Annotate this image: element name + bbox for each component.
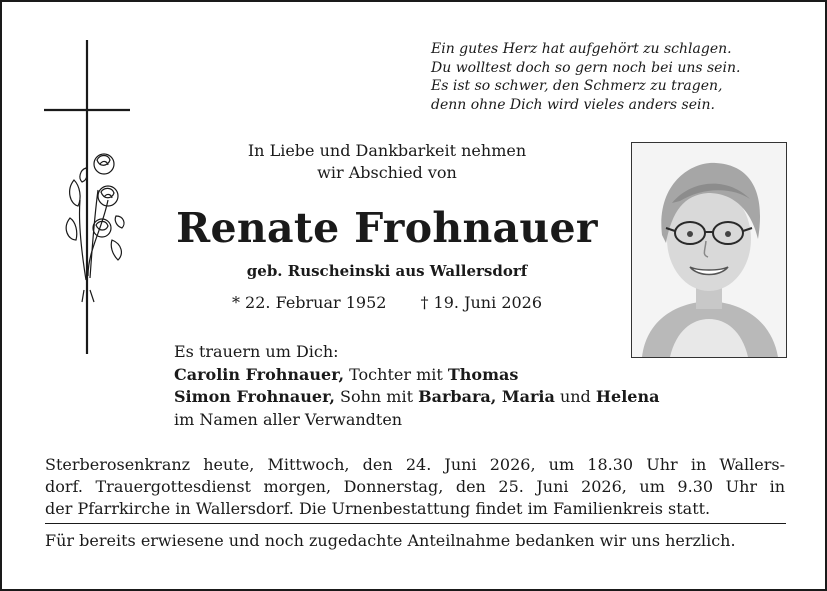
thanks-text: Für bereits erwiesene und noch zugedachte Anteilnahme bedanken wir uns herzlich. [45,531,736,550]
poem-line: Du wolltest doch so gern noch bei uns sein. [431,59,741,76]
notice-line: dorf. Trauergottesdienst morgen, Donnerstag, den 25. Juni 2026, um 9.30 Uhr in [45,477,785,496]
birth-name: geb. Ruscheinski aus Wallersdorf [246,262,528,280]
divider [45,523,786,524]
poem [431,40,740,114]
intro-line: wir Abschied von [317,163,457,182]
mourner-line [174,386,659,409]
mourner-conjunction: und [554,387,596,406]
intro-text [172,140,602,184]
poem-line: Es ist so schwer, den Schmerz zu tragen, [431,78,723,94]
mourner-line [174,364,659,387]
portrait-photo [631,142,787,358]
mourner-relation: Tochter mit [344,364,448,384]
mourner-partner: Helena [595,387,660,406]
mourner-partner: Thomas [447,364,519,384]
poem-line: Ein gutes Herz hat aufgehört zu schlagen. [431,41,732,57]
birth-date: * 22. Februar 1952 [231,293,387,312]
mourner-relation: Sohn mit [334,387,419,406]
life-dates [172,292,602,314]
intro-line: In Liebe und Dankbarkeit nehmen [247,141,527,160]
deceased-name: Renate Frohnauer [176,204,598,252]
mourners-list [174,341,659,431]
death-date: † 19. Juni 2026 [420,293,543,312]
mourner-partner: Barbara, Maria [418,387,555,406]
mourners-heading: Es trauern um Dich: [174,342,339,361]
service-notice [45,454,785,520]
mourner-name: Simon Frohnauer, [174,387,335,406]
poem-line: denn ohne Dich wird vieles anders sein. [431,96,715,113]
cross-with-roses-icon [42,40,134,358]
mourner-name: Carolin Frohnauer, [174,364,345,384]
mourners-closing: im Namen aller Verwandten [174,409,403,429]
notice-line: Sterberosenkranz heute, Mittwoch, den 24. Juni 2026, um 18.30 Uhr in Wallers- [45,455,785,474]
notice-line: der Pfarrkirche in Wallersdorf. Die Urnenbestattung findet im Familienkreis statt. [45,499,711,518]
